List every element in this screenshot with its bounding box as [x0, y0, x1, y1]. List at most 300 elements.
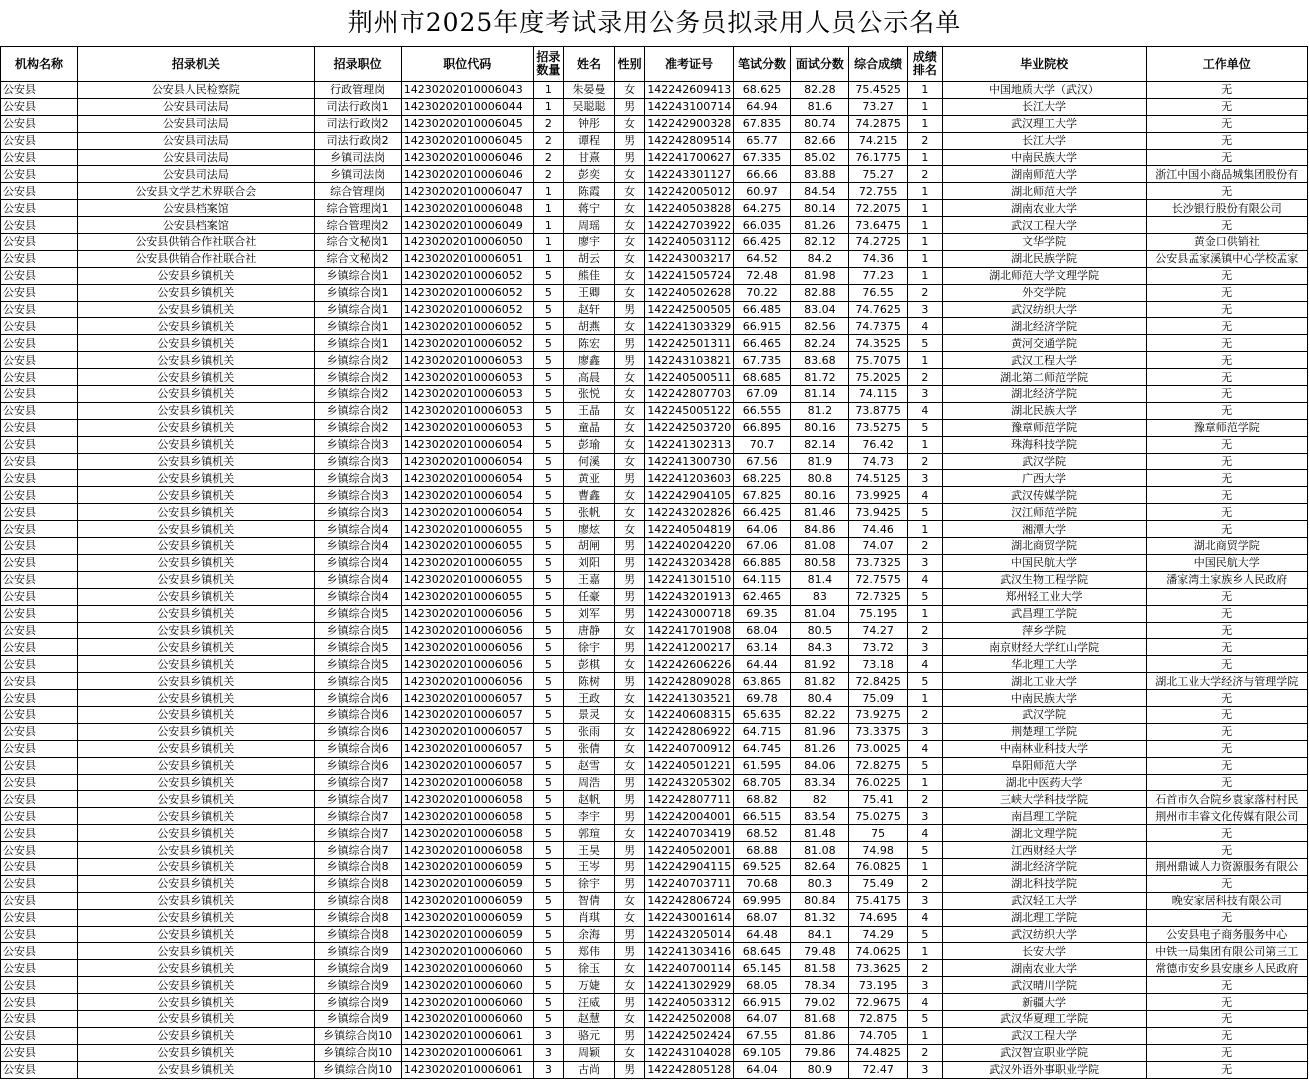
table-cell: 81.92	[791, 656, 849, 673]
table-cell: 女	[614, 706, 644, 723]
table-cell: 男	[614, 98, 644, 115]
table-cell: 公安县	[1, 1061, 78, 1078]
table-cell: 65.635	[733, 706, 791, 723]
table-cell: 1	[908, 436, 943, 453]
table-cell: 公安县乡镇机关	[78, 318, 314, 335]
table-cell: 公安县文学艺术界联合会	[78, 183, 314, 200]
table-cell: 乡镇司法岗	[314, 166, 401, 183]
table-cell: 徐宇	[564, 639, 615, 656]
table-cell: 14230202010006054	[401, 436, 533, 453]
table-cell: 公安县乡镇机关	[78, 926, 314, 943]
table-cell: 彭瑜	[564, 436, 615, 453]
table-cell: 荆州鼎诚人力资源服务有限公	[1146, 858, 1307, 875]
table-cell: 5	[533, 521, 563, 538]
table-cell: 王政	[564, 690, 615, 707]
table-cell: 3	[908, 723, 943, 740]
table-cell: 142240503312	[645, 994, 733, 1011]
table-cell: 公安县	[1, 267, 78, 284]
table-cell: 14230202010006045	[401, 132, 533, 149]
table-cell: 甘熹	[564, 149, 615, 166]
table-cell: 80.58	[791, 554, 849, 571]
table-cell: 14230202010006053	[401, 419, 533, 436]
table-cell: 66.915	[733, 994, 791, 1011]
table-cell: 2	[908, 1044, 943, 1061]
table-cell: 公安县乡镇机关	[78, 977, 314, 994]
table-cell: 68.52	[733, 825, 791, 842]
table-cell: 80.14	[791, 200, 849, 217]
table-cell: 公安县乡镇机关	[78, 571, 314, 588]
table-cell: 黄亚	[564, 470, 615, 487]
column-header: 招录数量	[533, 47, 563, 82]
table-cell: 女	[614, 250, 644, 267]
table-cell: 男	[614, 571, 644, 588]
table-cell: 74.46	[849, 521, 908, 538]
table-cell: 72.48	[733, 267, 791, 284]
table-cell: 75.41	[849, 791, 908, 808]
table-cell: 公安县乡镇机关	[78, 1027, 314, 1044]
table-cell: 荆州市丰睿文化传媒有限公司	[1146, 808, 1307, 825]
table-cell: 乡镇综合岗8	[314, 909, 401, 926]
table-cell: 14230202010006060	[401, 977, 533, 994]
table-cell: 74.7625	[849, 301, 908, 318]
table-cell: 142240204220	[645, 538, 733, 555]
table-row	[1, 521, 1308, 538]
table-cell: 公安县乡镇机关	[78, 605, 314, 622]
table-cell: 公安县	[1, 217, 78, 234]
table-cell: 14230202010006060	[401, 994, 533, 1011]
table-cell: 古尚	[564, 1061, 615, 1078]
table-cell: 陈宏	[564, 335, 615, 352]
table-cell: 郑伟	[564, 943, 615, 960]
table-cell: 公安县乡镇机关	[78, 1061, 314, 1078]
table-cell: 68.88	[733, 842, 791, 859]
table-cell: 68.05	[733, 977, 791, 994]
table-cell: 乡镇综合岗2	[314, 352, 401, 369]
table-cell: 廖鑫	[564, 352, 615, 369]
table-cell: 14230202010006054	[401, 504, 533, 521]
table-cell: 南昌理工学院	[942, 808, 1146, 825]
table-cell: 乡镇综合岗4	[314, 554, 401, 571]
table-cell: 公安县	[1, 132, 78, 149]
table-cell: 5	[533, 808, 563, 825]
table-cell: 79.48	[791, 943, 849, 960]
table-cell: 142241701908	[645, 622, 733, 639]
table-cell: 82.66	[791, 132, 849, 149]
table-cell: 5	[533, 909, 563, 926]
table-cell: 82.14	[791, 436, 849, 453]
table-cell: 4	[908, 318, 943, 335]
column-header: 工作单位	[1146, 47, 1307, 82]
table-cell: 武汉轻工大学	[942, 892, 1146, 909]
table-row	[1, 588, 1308, 605]
table-cell: 142242809514	[645, 132, 733, 149]
table-row	[1, 132, 1308, 149]
table-cell: 公安县乡镇机关	[78, 588, 314, 605]
table-cell: 72.8275	[849, 757, 908, 774]
table-cell: 湖南农业大学	[942, 200, 1146, 217]
table-cell: 5	[533, 706, 563, 723]
table-row	[1, 115, 1308, 132]
table-cell: 81.98	[791, 267, 849, 284]
table-row	[1, 1010, 1308, 1027]
table-cell: 无	[1146, 115, 1307, 132]
table-cell: 2	[533, 115, 563, 132]
table-cell: 77.23	[849, 267, 908, 284]
table-cell: 余海	[564, 926, 615, 943]
table-cell: 5	[533, 858, 563, 875]
table-cell: 公安县乡镇机关	[78, 690, 314, 707]
table-cell: 14230202010006054	[401, 487, 533, 504]
table-cell: 1	[908, 1027, 943, 1044]
table-cell: 乡镇综合岗2	[314, 386, 401, 403]
table-cell: 无	[1146, 436, 1307, 453]
table-cell: 潘家湾土家族乡人民政府	[1146, 571, 1307, 588]
table-cell: 5	[533, 352, 563, 369]
table-cell: 乡镇综合岗3	[314, 470, 401, 487]
table-cell: 142241203603	[645, 470, 733, 487]
table-cell: 行政管理岗	[314, 82, 401, 99]
table-cell: 66.895	[733, 419, 791, 436]
table-cell: 64.44	[733, 656, 791, 673]
table-cell: 公安县	[1, 757, 78, 774]
table-row	[1, 639, 1308, 656]
table-cell: 2	[908, 622, 943, 639]
table-cell: 无	[1146, 977, 1307, 994]
table-cell: 81.08	[791, 538, 849, 555]
table-cell: 女	[614, 267, 644, 284]
table-cell: 2	[908, 453, 943, 470]
table-cell: 1	[908, 858, 943, 875]
table-cell: 男	[614, 943, 644, 960]
table-cell: 2	[908, 132, 943, 149]
table-cell: 公安县	[1, 436, 78, 453]
table-cell: 华北理工大学	[942, 656, 1146, 673]
table-cell: 74.5125	[849, 470, 908, 487]
table-cell: 142242502008	[645, 1010, 733, 1027]
table-cell: 4	[908, 402, 943, 419]
table-cell: 赵轩	[564, 301, 615, 318]
table-cell: 曹鑫	[564, 487, 615, 504]
table-cell: 68.07	[733, 909, 791, 926]
table-cell: 男	[614, 1061, 644, 1078]
table-cell: 81.48	[791, 825, 849, 842]
table-cell: 73.9425	[849, 504, 908, 521]
column-header: 成绩排名	[908, 47, 943, 82]
table-cell: 公安县	[1, 774, 78, 791]
table-cell: 5	[908, 335, 943, 352]
table-cell: 72.47	[849, 1061, 908, 1078]
table-cell: 14230202010006052	[401, 267, 533, 284]
table-cell: 无	[1146, 386, 1307, 403]
table-cell: 81.86	[791, 1027, 849, 1044]
table-cell: 80.8	[791, 470, 849, 487]
table-cell: 4	[908, 740, 943, 757]
table-cell: 公安县乡镇机关	[78, 723, 314, 740]
table-cell: 骆元	[564, 1027, 615, 1044]
table-cell: 乡镇综合岗3	[314, 453, 401, 470]
table-cell: 14230202010006052	[401, 301, 533, 318]
table-cell: 男	[614, 1027, 644, 1044]
table-cell: 乡镇综合岗6	[314, 757, 401, 774]
table-cell: 14230202010006047	[401, 183, 533, 200]
table-row	[1, 706, 1308, 723]
table-cell: 76.42	[849, 436, 908, 453]
table-cell: 74.98	[849, 842, 908, 859]
table-cell: 湘潭大学	[942, 521, 1146, 538]
table-cell: 74.2725	[849, 234, 908, 251]
table-row	[1, 217, 1308, 234]
table-cell: 公安县	[1, 115, 78, 132]
table-cell: 乡镇综合岗9	[314, 977, 401, 994]
table-cell: 81.26	[791, 740, 849, 757]
table-row	[1, 470, 1308, 487]
table-cell: 无	[1146, 740, 1307, 757]
table-cell: 68.685	[733, 369, 791, 386]
table-cell: 乡镇综合岗8	[314, 858, 401, 875]
table-cell: 郭瑄	[564, 825, 615, 842]
table-cell: 64.06	[733, 521, 791, 538]
table-cell: 142241700627	[645, 149, 733, 166]
table-cell: 67.335	[733, 149, 791, 166]
table-cell: 142240501221	[645, 757, 733, 774]
table-cell: 142241302313	[645, 436, 733, 453]
table-cell: 68.645	[733, 943, 791, 960]
table-cell: 无	[1146, 1044, 1307, 1061]
table-cell: 中国地质大学（武汉）	[942, 82, 1146, 99]
table-cell: 14230202010006046	[401, 149, 533, 166]
table-cell: 乡镇综合岗4	[314, 588, 401, 605]
table-cell: 湖北文理学院	[942, 825, 1146, 842]
table-cell: 乡镇综合岗6	[314, 690, 401, 707]
table-cell: 81.82	[791, 673, 849, 690]
table-cell: 5	[908, 588, 943, 605]
table-cell: 72.7325	[849, 588, 908, 605]
column-header: 面试分数	[791, 47, 849, 82]
table-cell: 女	[614, 656, 644, 673]
table-cell: 14230202010006056	[401, 605, 533, 622]
table-cell: 64.715	[733, 723, 791, 740]
table-cell: 公安县供销合作社联合社	[78, 250, 314, 267]
table-cell: 女	[614, 757, 644, 774]
table-cell: 豫章师范学院	[942, 419, 1146, 436]
table-cell: 3	[908, 554, 943, 571]
table-cell: 14230202010006059	[401, 892, 533, 909]
table-cell: 3	[908, 639, 943, 656]
table-cell: 5	[533, 369, 563, 386]
table-cell: 142242900328	[645, 115, 733, 132]
table-cell: 61.595	[733, 757, 791, 774]
table-cell: 73.3625	[849, 960, 908, 977]
table-cell: 81.4	[791, 571, 849, 588]
table-cell: 4	[908, 487, 943, 504]
table-cell: 公安县	[1, 706, 78, 723]
table-cell: 5	[533, 453, 563, 470]
table-cell: 70.68	[733, 875, 791, 892]
table-cell: 无	[1146, 183, 1307, 200]
table-cell: 公安县	[1, 521, 78, 538]
table-cell: 公安县乡镇机关	[78, 453, 314, 470]
table-cell: 142243205014	[645, 926, 733, 943]
table-cell: 72.7575	[849, 571, 908, 588]
table-cell: 68.625	[733, 82, 791, 99]
table-cell: 75.4525	[849, 82, 908, 99]
table-cell: 84.3	[791, 639, 849, 656]
table-cell: 乡镇综合岗8	[314, 875, 401, 892]
table-cell: 乡镇综合岗9	[314, 960, 401, 977]
table-cell: 66.425	[733, 504, 791, 521]
table-cell: 女	[614, 234, 644, 251]
table-cell: 女	[614, 217, 644, 234]
table-cell: 综合管理岗2	[314, 217, 401, 234]
table-row	[1, 318, 1308, 335]
table-cell: 公安县	[1, 791, 78, 808]
table-cell: 无	[1146, 267, 1307, 284]
table-cell: 公安县	[1, 622, 78, 639]
table-cell: 无	[1146, 723, 1307, 740]
column-header: 综合成绩	[849, 47, 908, 82]
table-cell: 75.27	[849, 166, 908, 183]
table-cell: 1	[908, 98, 943, 115]
table-cell: 广西大学	[942, 470, 1146, 487]
table-cell: 男	[614, 994, 644, 1011]
table-cell: 5	[533, 740, 563, 757]
table-cell: 5	[908, 419, 943, 436]
table-cell: 142241200217	[645, 639, 733, 656]
table-cell: 74.36	[849, 250, 908, 267]
table-cell: 73.18	[849, 656, 908, 673]
table-cell: 14230202010006058	[401, 842, 533, 859]
table-cell: 男	[614, 470, 644, 487]
table-cell: 5	[908, 504, 943, 521]
table-cell: 无	[1146, 521, 1307, 538]
table-cell: 14230202010006048	[401, 200, 533, 217]
table-row	[1, 875, 1308, 892]
table-cell: 5	[533, 926, 563, 943]
table-cell: 73.195	[849, 977, 908, 994]
table-cell: 5	[533, 977, 563, 994]
table-row	[1, 960, 1308, 977]
table-cell: 5	[533, 554, 563, 571]
table-cell: 74.29	[849, 926, 908, 943]
table-cell: 无	[1146, 1061, 1307, 1078]
table-cell: 14230202010006053	[401, 369, 533, 386]
table-cell: 1	[908, 605, 943, 622]
table-cell: 公安县档案馆	[78, 217, 314, 234]
table-row	[1, 622, 1308, 639]
table-cell: 无	[1146, 757, 1307, 774]
table-cell: 公安县乡镇机关	[78, 960, 314, 977]
table-cell: 豫章师范学院	[1146, 419, 1307, 436]
table-cell: 142243203428	[645, 554, 733, 571]
table-cell: 63.865	[733, 673, 791, 690]
table-cell: 80.4	[791, 690, 849, 707]
table-cell: 公安县	[1, 875, 78, 892]
table-cell: 3	[908, 977, 943, 994]
table-cell: 5	[533, 842, 563, 859]
table-cell: 公安县	[1, 842, 78, 859]
table-cell: 84.54	[791, 183, 849, 200]
table-cell: 5	[533, 943, 563, 960]
table-row	[1, 740, 1308, 757]
table-cell: 无	[1146, 994, 1307, 1011]
table-cell: 公安县	[1, 453, 78, 470]
table-cell: 14230202010006060	[401, 1010, 533, 1027]
table-cell: 乡镇综合岗7	[314, 808, 401, 825]
table-cell: 乡镇综合岗4	[314, 521, 401, 538]
table-cell: 综合管理岗	[314, 183, 401, 200]
table-cell: 女	[614, 521, 644, 538]
table-cell: 1	[908, 115, 943, 132]
table-cell: 5	[533, 673, 563, 690]
table-cell: 湖北中医药大学	[942, 774, 1146, 791]
table-cell: 142243205302	[645, 774, 733, 791]
table-cell: 男	[614, 673, 644, 690]
table-cell: 乡镇综合岗3	[314, 487, 401, 504]
table-cell: 女	[614, 690, 644, 707]
table-cell: 67.56	[733, 453, 791, 470]
table-cell: 81.58	[791, 960, 849, 977]
table-cell: 74.07	[849, 538, 908, 555]
table-cell: 湖北商贸学院	[1146, 538, 1307, 555]
table-cell: 湖北第二师范学院	[942, 369, 1146, 386]
table-cell: 5	[533, 335, 563, 352]
table-cell: 乡镇综合岗5	[314, 656, 401, 673]
table-cell: 74.705	[849, 1027, 908, 1044]
table-cell: 14230202010006045	[401, 115, 533, 132]
table-cell: 乡镇综合岗2	[314, 402, 401, 419]
table-cell: 王昊	[564, 842, 615, 859]
table-cell: 公安县乡镇机关	[78, 791, 314, 808]
table-cell: 公安县乡镇机关	[78, 740, 314, 757]
table-cell: 湖北理工学院	[942, 909, 1146, 926]
table-cell: 男	[614, 149, 644, 166]
table-cell: 14230202010006057	[401, 723, 533, 740]
table-cell: 14230202010006061	[401, 1044, 533, 1061]
table-cell: 69.525	[733, 858, 791, 875]
table-cell: 男	[614, 926, 644, 943]
table-cell: 74.115	[849, 386, 908, 403]
table-cell: 公安县	[1, 402, 78, 419]
table-cell: 武汉智宣职业学院	[942, 1044, 1146, 1061]
table-cell: 73.8775	[849, 402, 908, 419]
table-cell: 肖琪	[564, 909, 615, 926]
column-header: 招录职位	[314, 47, 401, 82]
table-cell: 乡镇综合岗1	[314, 301, 401, 318]
table-cell: 周颖	[564, 1044, 615, 1061]
table-cell: 石首市久合院乡袁家落村村民	[1146, 791, 1307, 808]
table-cell: 乡镇司法岗	[314, 149, 401, 166]
table-cell: 3	[533, 1027, 563, 1044]
table-cell: 85.02	[791, 149, 849, 166]
table-cell: 公安县	[1, 943, 78, 960]
table-cell: 乡镇综合岗1	[314, 284, 401, 301]
table-cell: 142242807711	[645, 791, 733, 808]
table-cell: 无	[1146, 132, 1307, 149]
table-cell: 常德市安乡县安康乡人民政府	[1146, 960, 1307, 977]
table-cell: 公安县乡镇机关	[78, 402, 314, 419]
table-cell: 乡镇综合岗3	[314, 504, 401, 521]
table-cell: 142242503720	[645, 419, 733, 436]
table-cell: 5	[533, 436, 563, 453]
table-cell: 武汉外语外事职业学院	[942, 1061, 1146, 1078]
table-cell: 66.885	[733, 554, 791, 571]
table-cell: 1	[908, 149, 943, 166]
table-cell: 63.14	[733, 639, 791, 656]
table-cell: 79.86	[791, 1044, 849, 1061]
table-cell: 76.55	[849, 284, 908, 301]
table-cell: 2	[908, 538, 943, 555]
table-cell: 公安县乡镇机关	[78, 639, 314, 656]
